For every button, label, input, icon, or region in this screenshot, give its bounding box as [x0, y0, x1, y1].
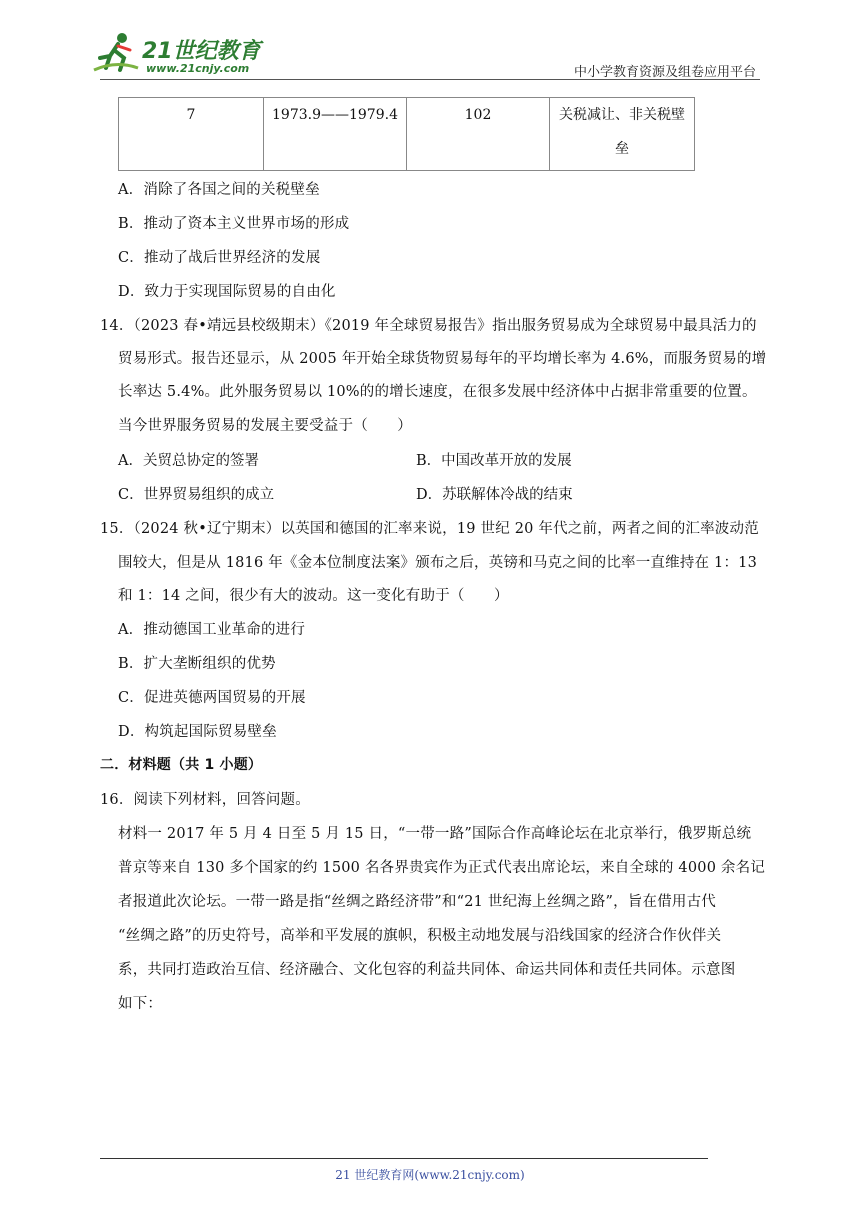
table-row — [119, 98, 695, 171]
q15-option-d: D．构筑起国际贸易壁垒 — [118, 724, 277, 740]
q15-line-3: 和 1：14 之间，很少有大的波动。这一变化有助于（ ） — [118, 588, 509, 604]
q13-option-c: C．推动了战后世界经济的发展 — [118, 250, 321, 266]
page-header — [0, 0, 860, 90]
table-cell-period: 1973.9——1979.4 — [264, 98, 407, 171]
q16-line-5: 系，共同打造政治互信、经济融合、文化包容的利益共同体、命运共同体和责任共同体。示意图 — [118, 962, 736, 978]
logo-text: 21世纪教育 — [142, 39, 261, 64]
table-cell-round: 7 — [119, 98, 264, 171]
footer-divider — [100, 1158, 708, 1159]
q14-line-1: 14．（2023 春•靖远县校级期末）《2019 年全球贸易报告》指出服务贸易成为全球贸易中最具活力的 — [100, 318, 757, 334]
q15-line-2: 围较大，但是从 1816 年《金本位制度法案》颁布之后，英镑和马克之间的比率一直维持在 1：13 — [118, 555, 758, 571]
gatt-rounds-table — [118, 97, 695, 171]
q16-intro: 16．阅读下列材料，回答问题。 — [100, 792, 310, 808]
q16-line-4: “丝绸之路”的历史符号，高举和平发展的旗帜，积极主动地发展与沿线国家的经济合作伙伴关 — [118, 928, 722, 944]
q14-option-b: B．中国改革开放的发展 — [416, 453, 572, 469]
table-cell-topic — [550, 98, 695, 171]
header-divider — [100, 79, 760, 80]
section-heading-material: 二．材料题（共 1 小题） — [100, 757, 263, 773]
table-cell-topic-line1: 关税减让、非关税壁 — [559, 107, 685, 123]
table-cell-topic-line2: 垒 — [615, 141, 629, 157]
footer-link[interactable]: 21 世纪教育网(www.21cnjy.com) — [335, 1168, 525, 1182]
q13-option-a: A．消除了各国之间的关税壁垒 — [118, 182, 320, 198]
q15-option-b: B．扩大垄断组织的优势 — [118, 656, 276, 672]
q15-option-a: A．推动德国工业革命的进行 — [118, 622, 306, 638]
platform-title: 中小学教育资源及组卷应用平台 — [573, 65, 756, 80]
q14-line-2: 贸易形式。报告还显示，从 2005 年开始全球货物贸易每年的平均增长率为 4.6%，而服务贸易的增 — [118, 351, 767, 367]
q13-option-b: B．推动了资本主义世界市场的形成 — [118, 216, 350, 232]
q13-option-d: D．致力于实现国际贸易的自由化 — [118, 284, 336, 300]
q15-option-c: C．促进英德两国贸易的开展 — [118, 690, 306, 706]
table-cell-countries: 102 — [407, 98, 550, 171]
site-logo — [92, 30, 262, 80]
q14-line-4: 当今世界服务贸易的发展主要受益于（ ） — [118, 418, 412, 434]
runner-logo-icon — [92, 30, 140, 74]
q16-line-6: 如下： — [118, 996, 163, 1012]
q14-option-d: D．苏联解体冷战的结束 — [416, 487, 573, 503]
q15-line-1: 15．（2024 秋•辽宁期末）以英国和德国的汇率来说，19 世纪 20 年代之前，两者之间的汇率波动范 — [100, 521, 759, 537]
q16-line-2: 普京等来自 130 多个国家的约 1500 名各界贵宾作为正式代表出席论坛，来自全球的 4000 余名记 — [118, 860, 766, 876]
q14-option-c: C．世界贸易组织的成立 — [118, 487, 275, 503]
q14-option-a: A．关贸总协定的签署 — [118, 453, 259, 469]
q16-line-3: 者报道此次论坛。一带一路是指“丝绸之路经济带”和“21 世纪海上丝绸之路”，旨在借用古代 — [118, 894, 717, 910]
q16-line-1: 材料一 2017 年 5 月 4 日至 5 月 15 日，“一带一路”国际合作高峰论坛在北京举行，俄罗斯总统 — [118, 826, 752, 842]
logo-url: www.21cnjy.com — [146, 62, 250, 75]
q14-line-3: 长率达 5.4%。此外服务贸易以 10%的的增长速度，在很多发展中经济体中占据非常重要的位置。 — [118, 384, 757, 400]
